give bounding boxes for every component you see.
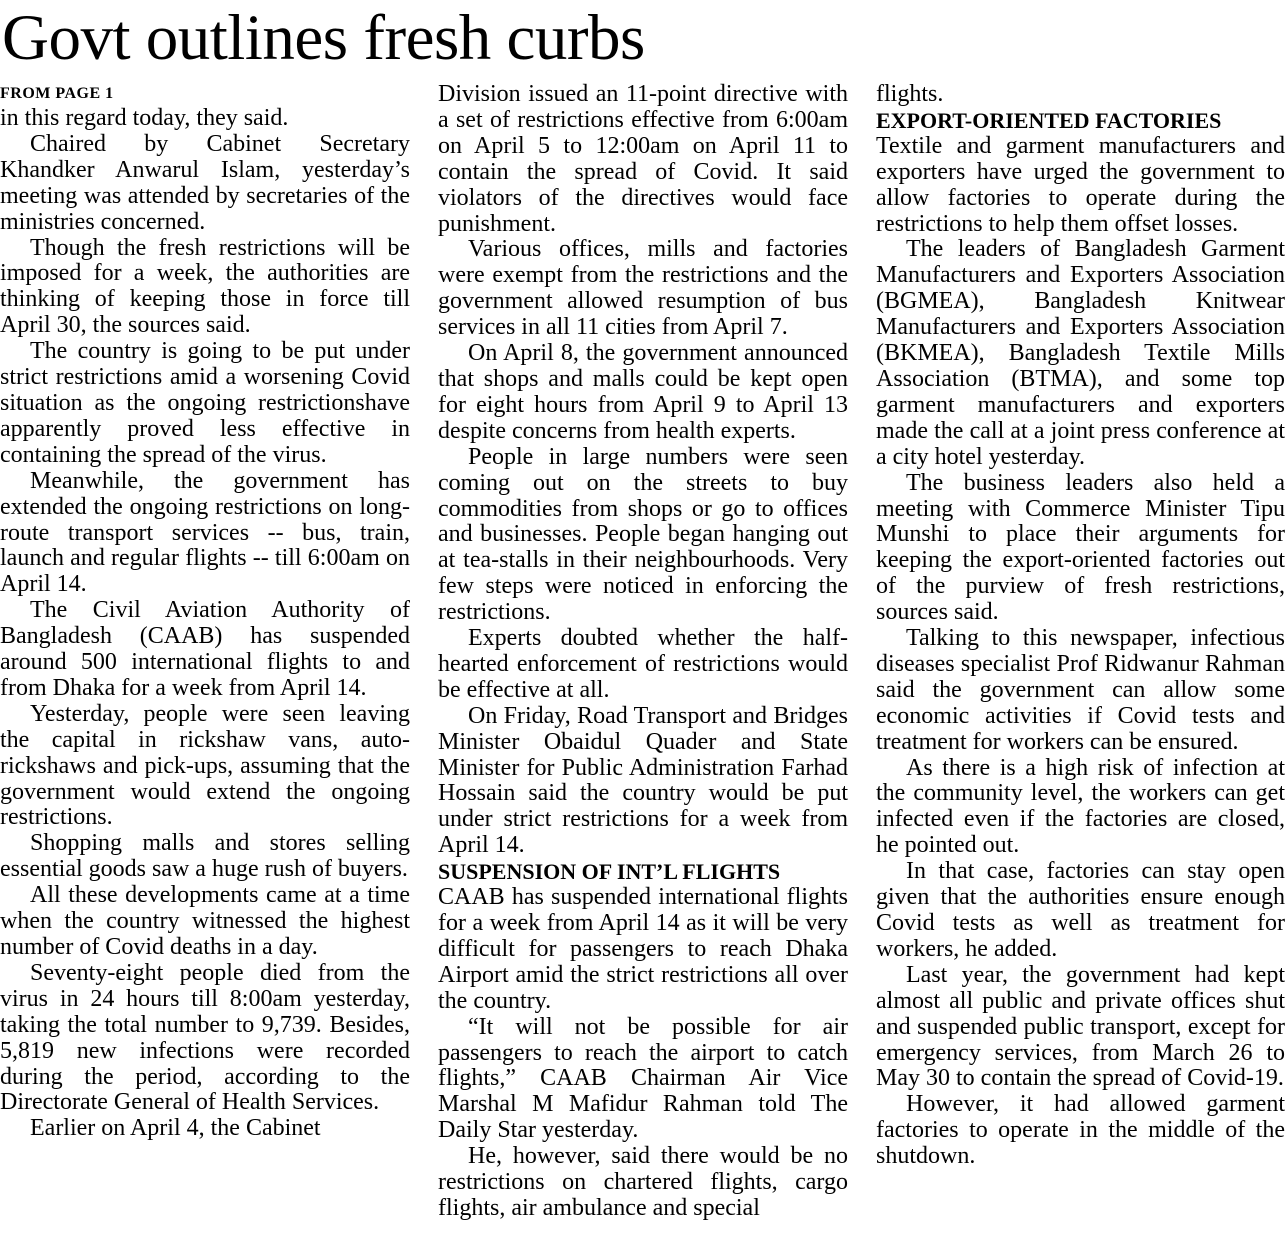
paragraph: The Civil Aviation Authority of Bangladesh (CAAB) has suspended around 500 international flights to and from Dhaka for a week from April 14.: [0, 597, 410, 701]
paragraph: On April 8, the government announced that shops and malls could be kept open for eight hours from April 9 to April 13 despite concerns from health experts.: [438, 340, 848, 444]
jump-label: FROM PAGE 1: [0, 85, 114, 102]
paragraph: As there is a high risk of infection at the community level, the workers can get infected even if the factories are closed, he pointed out.: [876, 754, 1285, 859]
paragraph: Yesterday, people were seen leaving the capital in rickshaw vans, auto-rickshaws and pick-ups, assuming that the government would extend the ongoing restrictions.: [0, 700, 410, 831]
subheading-export-factories: EXPORT-ORIENTED FACTORIES: [876, 107, 1222, 133]
paragraph: Shopping malls and stores selling essential goods saw a huge rush of buyers.: [0, 830, 410, 883]
paragraph: He, however, said there would be no restrictions on chartered flights, cargo flights, air ambulance and special: [438, 1143, 848, 1221]
paragraph: The business leaders also held a meeting with Commerce Minister Tipu Munshi to place their arguments for keeping the export-oriented factories out of the purview of fresh restrictions, sources said.: [876, 469, 1285, 626]
headline: Govt outlines fresh curbs: [2, 2, 645, 74]
paragraph: The leaders of Bangladesh Garment Manufacturers and Exporters Association (BGMEA), Bangladesh Knitwear Manufacturers and Exporters Association (BKMEA), Bangladesh Textile Mills Association (BTMA), and some top garment manufacturers and exporters made the call at a joint press conference at a city hotel yesterday.: [876, 236, 1285, 470]
paragraph: On Friday, Road Transport and Bridges Minister Obaidul Quader and State Minister for Public Administration Farhad Hossain said the country would be put under strict restrictions for a week from April 14.: [438, 702, 848, 859]
article-column-3: [876, 82, 1285, 1170]
paragraph: However, it had allowed garment factories to operate in the middle of the shutdown.: [876, 1091, 1285, 1170]
paragraph: in this regard today, they said.: [0, 105, 289, 131]
paragraph: People in large numbers were seen coming out on the streets to buy commodities from shops or go to offices and businesses. People began hanging out at tea-stalls in their neighbourhoods. Very few steps were noticed in enforcing the restrictions.: [438, 443, 848, 626]
paragraph: Though the fresh restrictions will be imposed for a week, the authorities are thinking of keeping those in force till April 30, the sources said.: [0, 234, 410, 339]
paragraph: Meanwhile, the government has extended the ongoing restrictions on long-route transport services -- bus, train, launch and regular flights -- till 6:00am on April 14.: [0, 467, 410, 598]
article-column-1: [0, 82, 410, 1142]
article-column-2: [438, 82, 848, 1222]
paragraph: All these developments came at a time when the country witnessed the highest number of Covid deaths in a day.: [0, 882, 410, 960]
subheading-intl-flights: SUSPENSION OF INT’L FLIGHTS: [438, 859, 781, 885]
paragraph: Seventy-eight people died from the virus in 24 hours till 8:00am yesterday, taking the total number to 9,739. Besides, 5,819 new infections were recorded during the period, according to the Directorate General of Health Services.: [0, 959, 410, 1116]
paragraph: Talking to this newspaper, infectious diseases specialist Prof Ridwanur Rahman said the government can allow some economic activities if Covid tests and treatment for workers can be ensured.: [876, 625, 1285, 755]
paragraph: Earlier on April 4, the Cabinet: [30, 1115, 321, 1142]
paragraph: The country is going to be put under strict restrictions amid a worsening Covid situation as the ongoing restrictionshave apparently proved less effective in containing the spread of the virus.: [0, 338, 410, 468]
paragraph: Various offices, mills and factories were exempt from the restrictions and the government allowed resumption of bus services in all 11 cities from April 7.: [438, 236, 848, 341]
paragraph: Textile and garment manufacturers and exporters have urged the government to allow factories to operate during the restrictions to help them offset losses.: [876, 132, 1285, 237]
paragraph: Last year, the government had kept almost all public and private offices shut and suspended public transport, except for emergency services, from March 26 to May 30 to contain the spread of Covid-19.: [876, 961, 1285, 1092]
paragraph: flights.: [876, 81, 944, 107]
paragraph: Experts doubted whether the half-hearted enforcement of restrictions would be effective at all.: [438, 625, 848, 703]
paragraph: In that case, factories can stay open given that the authorities ensure enough Covid tests as well as treatment for workers, he added.: [876, 858, 1285, 962]
paragraph: Chaired by Cabinet Secretary Khandker Anwarul Islam, yesterday’s meeting was attended by secretaries of the ministries concerned.: [0, 130, 410, 235]
paragraph: Division issued an 11-point directive with a set of restrictions effective from 6:00am on April 5 to 12:00am on April 11 to contain the spread of Covid. It said violators of the directives would face punishment.: [438, 81, 848, 237]
paragraph: CAAB has suspended international flights for a week from April 14 as it will be very difficult for passengers to reach Dhaka Airport amid the strict restrictions all over the country.: [438, 884, 848, 1014]
paragraph: “It will not be possible for air passengers to reach the airport to catch flights,” CAAB Chairman Air Vice Marshal M Mafidur Rahman told The Daily Star yesterday.: [438, 1013, 848, 1144]
